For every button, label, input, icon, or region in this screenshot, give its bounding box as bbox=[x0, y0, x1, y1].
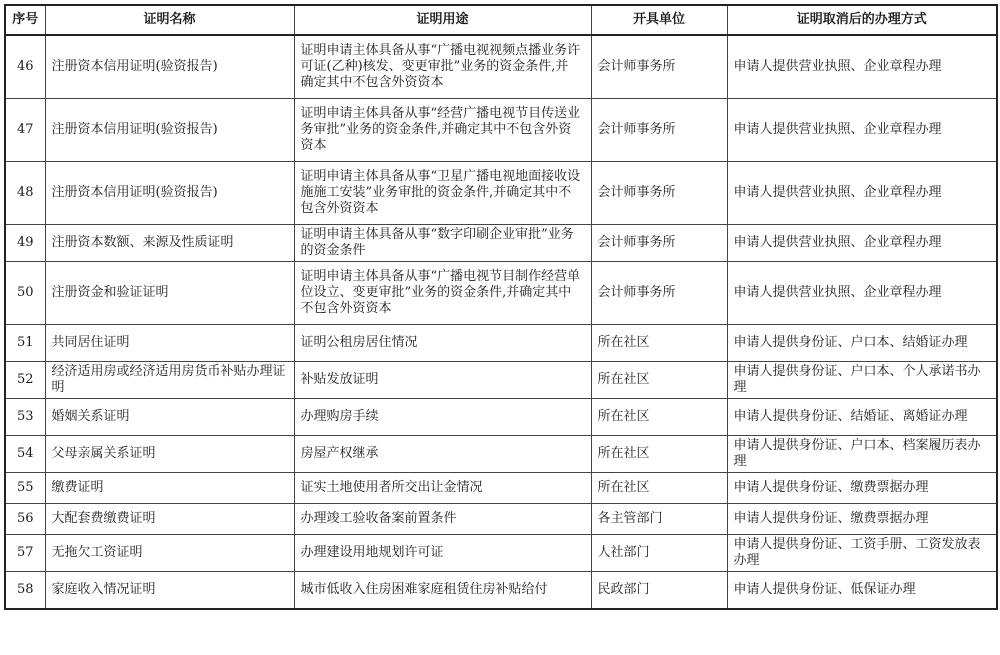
cell-usage: 补贴发放证明 bbox=[294, 362, 591, 399]
cell-method: 申请人提供身份证、低保证办理 bbox=[727, 572, 997, 610]
cell-name: 注册资本信用证明(验资报告) bbox=[45, 99, 294, 162]
cell-method: 申请人提供身份证、户口本、结婚证办理 bbox=[727, 325, 997, 362]
table-row bbox=[5, 535, 997, 572]
table-row bbox=[5, 473, 997, 504]
table-row bbox=[5, 162, 997, 225]
table-row bbox=[5, 436, 997, 473]
cell-serial: 58 bbox=[5, 572, 45, 610]
table-row bbox=[5, 325, 997, 362]
cell-usage: 证实土地使用者所交出让金情况 bbox=[294, 473, 591, 504]
cell-name: 大配套费缴费证明 bbox=[45, 504, 294, 535]
cell-issuer: 人社部门 bbox=[591, 535, 727, 572]
cell-usage: 证明公租房居住情况 bbox=[294, 325, 591, 362]
cell-usage: 办理建设用地规划许可证 bbox=[294, 535, 591, 572]
cell-method: 申请人提供身份证、工资手册、工资发放表办理 bbox=[727, 535, 997, 572]
cell-issuer: 会计师事务所 bbox=[591, 162, 727, 225]
table-row bbox=[5, 99, 997, 162]
cell-serial: 54 bbox=[5, 436, 45, 473]
cell-method: 申请人提供营业执照、企业章程办理 bbox=[727, 162, 997, 225]
cell-serial: 55 bbox=[5, 473, 45, 504]
header-serial: 序号 bbox=[5, 5, 45, 35]
cell-issuer: 会计师事务所 bbox=[591, 99, 727, 162]
table-row bbox=[5, 504, 997, 535]
cell-name: 无拖欠工资证明 bbox=[45, 535, 294, 572]
cell-name: 注册资本信用证明(验资报告) bbox=[45, 162, 294, 225]
header-name: 证明名称 bbox=[45, 5, 294, 35]
cell-usage: 城市低收入住房困难家庭租赁住房补贴给付 bbox=[294, 572, 591, 610]
cell-issuer: 所在社区 bbox=[591, 473, 727, 504]
cell-usage: 证明申请主体具备从事“广播电视节目制作经营单位设立、变更审批”业务的资金条件,并确定其中不包含外资资本 bbox=[294, 262, 591, 325]
cell-issuer: 各主管部门 bbox=[591, 504, 727, 535]
cell-serial: 48 bbox=[5, 162, 45, 225]
cell-issuer: 所在社区 bbox=[591, 325, 727, 362]
cell-serial: 57 bbox=[5, 535, 45, 572]
cell-serial: 47 bbox=[5, 99, 45, 162]
cell-usage: 房屋产权继承 bbox=[294, 436, 591, 473]
cell-name: 婚姻关系证明 bbox=[45, 399, 294, 436]
cell-issuer: 会计师事务所 bbox=[591, 225, 727, 262]
cell-method: 申请人提供营业执照、企业章程办理 bbox=[727, 99, 997, 162]
table-row bbox=[5, 225, 997, 262]
cell-method: 申请人提供身份证、结婚证、离婚证办理 bbox=[727, 399, 997, 436]
cell-name: 父母亲属关系证明 bbox=[45, 436, 294, 473]
cell-usage: 办理购房手续 bbox=[294, 399, 591, 436]
cell-serial: 46 bbox=[5, 35, 45, 99]
cell-issuer: 所在社区 bbox=[591, 362, 727, 399]
cell-name: 注册资本数额、来源及性质证明 bbox=[45, 225, 294, 262]
cell-name: 注册资本信用证明(验资报告) bbox=[45, 35, 294, 99]
cell-issuer: 会计师事务所 bbox=[591, 35, 727, 99]
cell-usage: 证明申请主体具备从事“经营广播电视节目传送业务审批”业务的资金条件,并确定其中不包含外资资本 bbox=[294, 99, 591, 162]
header-method: 证明取消后的办理方式 bbox=[727, 5, 997, 35]
header-row bbox=[5, 5, 997, 35]
cell-method: 申请人提供身份证、缴费票据办理 bbox=[727, 473, 997, 504]
cell-name: 共同居住证明 bbox=[45, 325, 294, 362]
cell-issuer: 会计师事务所 bbox=[591, 262, 727, 325]
cell-method: 申请人提供营业执照、企业章程办理 bbox=[727, 225, 997, 262]
cell-name: 注册资金和验证证明 bbox=[45, 262, 294, 325]
table-row bbox=[5, 262, 997, 325]
table-row bbox=[5, 572, 997, 610]
cell-name: 经济适用房或经济适用房货币补贴办理证明 bbox=[45, 362, 294, 399]
certificate-table bbox=[4, 4, 998, 610]
cell-method: 申请人提供营业执照、企业章程办理 bbox=[727, 35, 997, 99]
cell-serial: 51 bbox=[5, 325, 45, 362]
cell-issuer: 民政部门 bbox=[591, 572, 727, 610]
cell-method: 申请人提供营业执照、企业章程办理 bbox=[727, 262, 997, 325]
cell-method: 申请人提供身份证、户口本、档案履历表办理 bbox=[727, 436, 997, 473]
cell-usage: 证明申请主体具备从事“广播电视视频点播业务许可证(乙种)核发、变更审批”业务的资金条件,并确定其中不包含外资资本 bbox=[294, 35, 591, 99]
cell-serial: 53 bbox=[5, 399, 45, 436]
table-row bbox=[5, 362, 997, 399]
cell-usage: 证明申请主体具备从事“数字印刷企业审批”业务的资金条件 bbox=[294, 225, 591, 262]
cell-serial: 50 bbox=[5, 262, 45, 325]
cell-serial: 56 bbox=[5, 504, 45, 535]
table-row bbox=[5, 399, 997, 436]
cell-name: 家庭收入情况证明 bbox=[45, 572, 294, 610]
cell-issuer: 所在社区 bbox=[591, 399, 727, 436]
cell-issuer: 所在社区 bbox=[591, 436, 727, 473]
cell-method: 申请人提供身份证、缴费票据办理 bbox=[727, 504, 997, 535]
cell-method: 申请人提供身份证、户口本、个人承诺书办理 bbox=[727, 362, 997, 399]
cell-usage: 证明申请主体具备从事“卫星广播电视地面接收设施施工安装”业务审批的资金条件,并确定其中不包含外资资本 bbox=[294, 162, 591, 225]
cell-name: 缴费证明 bbox=[45, 473, 294, 504]
table-row bbox=[5, 35, 997, 99]
header-usage: 证明用途 bbox=[294, 5, 591, 35]
cell-usage: 办理竣工验收备案前置条件 bbox=[294, 504, 591, 535]
header-issuer: 开具单位 bbox=[591, 5, 727, 35]
cell-serial: 49 bbox=[5, 225, 45, 262]
cell-serial: 52 bbox=[5, 362, 45, 399]
